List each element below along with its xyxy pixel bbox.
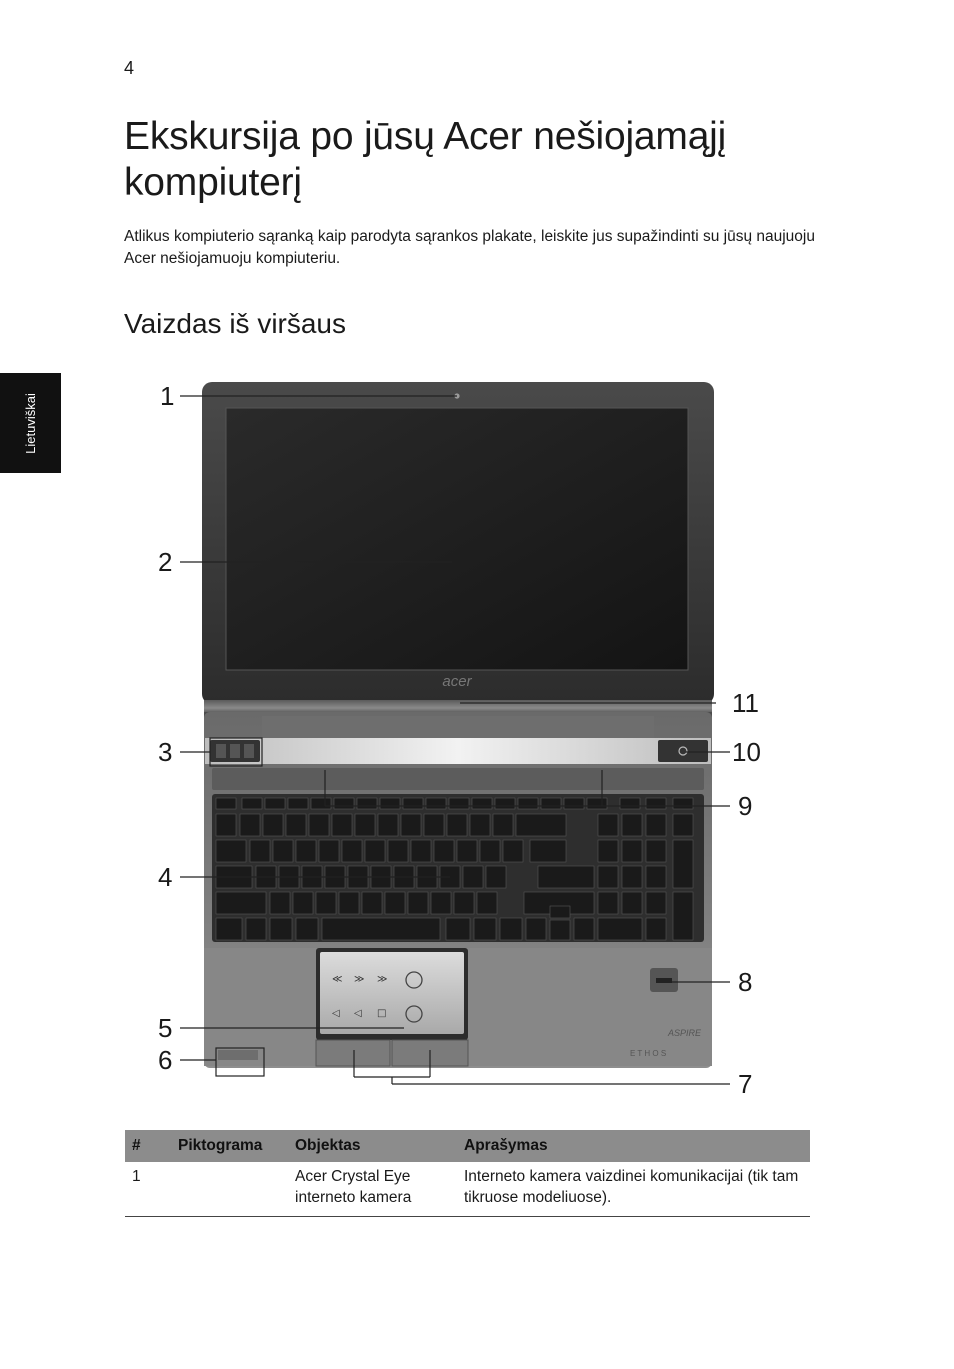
row-icon	[171, 1162, 288, 1217]
svg-text:◁: ◁	[332, 1008, 340, 1019]
multimedia-touchpad	[320, 952, 464, 1034]
callout-2: 2	[158, 547, 173, 577]
callout-8: 8	[738, 967, 753, 997]
svg-text:≪: ≪	[332, 974, 343, 985]
row-item: Acer Crystal Eye interneto kamera	[288, 1162, 457, 1217]
speaker-grill	[212, 768, 704, 790]
table-row	[125, 1162, 810, 1217]
table-header-row	[125, 1130, 810, 1162]
ethos-logo: E T H O S	[630, 1049, 667, 1058]
left-click-button	[316, 1040, 390, 1066]
media-strip	[205, 738, 711, 764]
svg-text:≫: ≫	[354, 974, 365, 985]
header-number: #	[125, 1130, 171, 1162]
callout-1: 1	[160, 381, 175, 411]
row-number: 1	[125, 1162, 171, 1217]
svg-text:□: □	[377, 1008, 387, 1019]
language-side-tab	[0, 373, 61, 473]
svg-text:≫: ≫	[377, 974, 388, 985]
svg-text:◁: ◁	[354, 1008, 362, 1019]
component-table	[125, 1130, 810, 1217]
power-button-panel	[658, 740, 708, 762]
callout-3: 3	[158, 737, 173, 767]
callout-5: 5	[158, 1013, 173, 1043]
page-number: 4	[124, 58, 135, 78]
header-item: Objektas	[288, 1130, 457, 1162]
language-label: Lietuviškai	[22, 392, 38, 454]
callout-4: 4	[158, 862, 173, 892]
row-description: Interneto kamera vaizdinei komunikacijai (tik tam tikruose modeliuose).	[457, 1162, 810, 1217]
header-description: Aprašymas	[457, 1130, 810, 1162]
laptop-top-view-diagram	[120, 370, 840, 1100]
callout-9: 9	[738, 791, 753, 821]
status-indicators	[218, 1050, 258, 1060]
laptop-lid	[202, 382, 714, 705]
aspire-logo: ASPIRE	[668, 1028, 702, 1038]
intro-paragraph: Atlikus kompiuterio sąranką kaip parodyta sąrankos plakate, leiskite jus supažindinti su jūsų naujuoju Acer nešiojamuoju kompiuteriu.	[124, 228, 815, 267]
page-title: Ekskursija po jūsų Acer nešiojamąjį kompiuterį	[124, 115, 727, 204]
section-title: Vaizdas iš viršaus	[124, 308, 347, 339]
acer-logo: acer	[442, 673, 472, 690]
callout-11: 11	[732, 688, 759, 718]
laptop-base	[204, 712, 712, 1068]
callout-7: 7	[738, 1069, 753, 1099]
callout-6: 6	[158, 1045, 173, 1075]
callout-10: 10	[732, 737, 761, 767]
display-screen	[226, 408, 688, 670]
header-icon: Piktograma	[171, 1130, 288, 1162]
